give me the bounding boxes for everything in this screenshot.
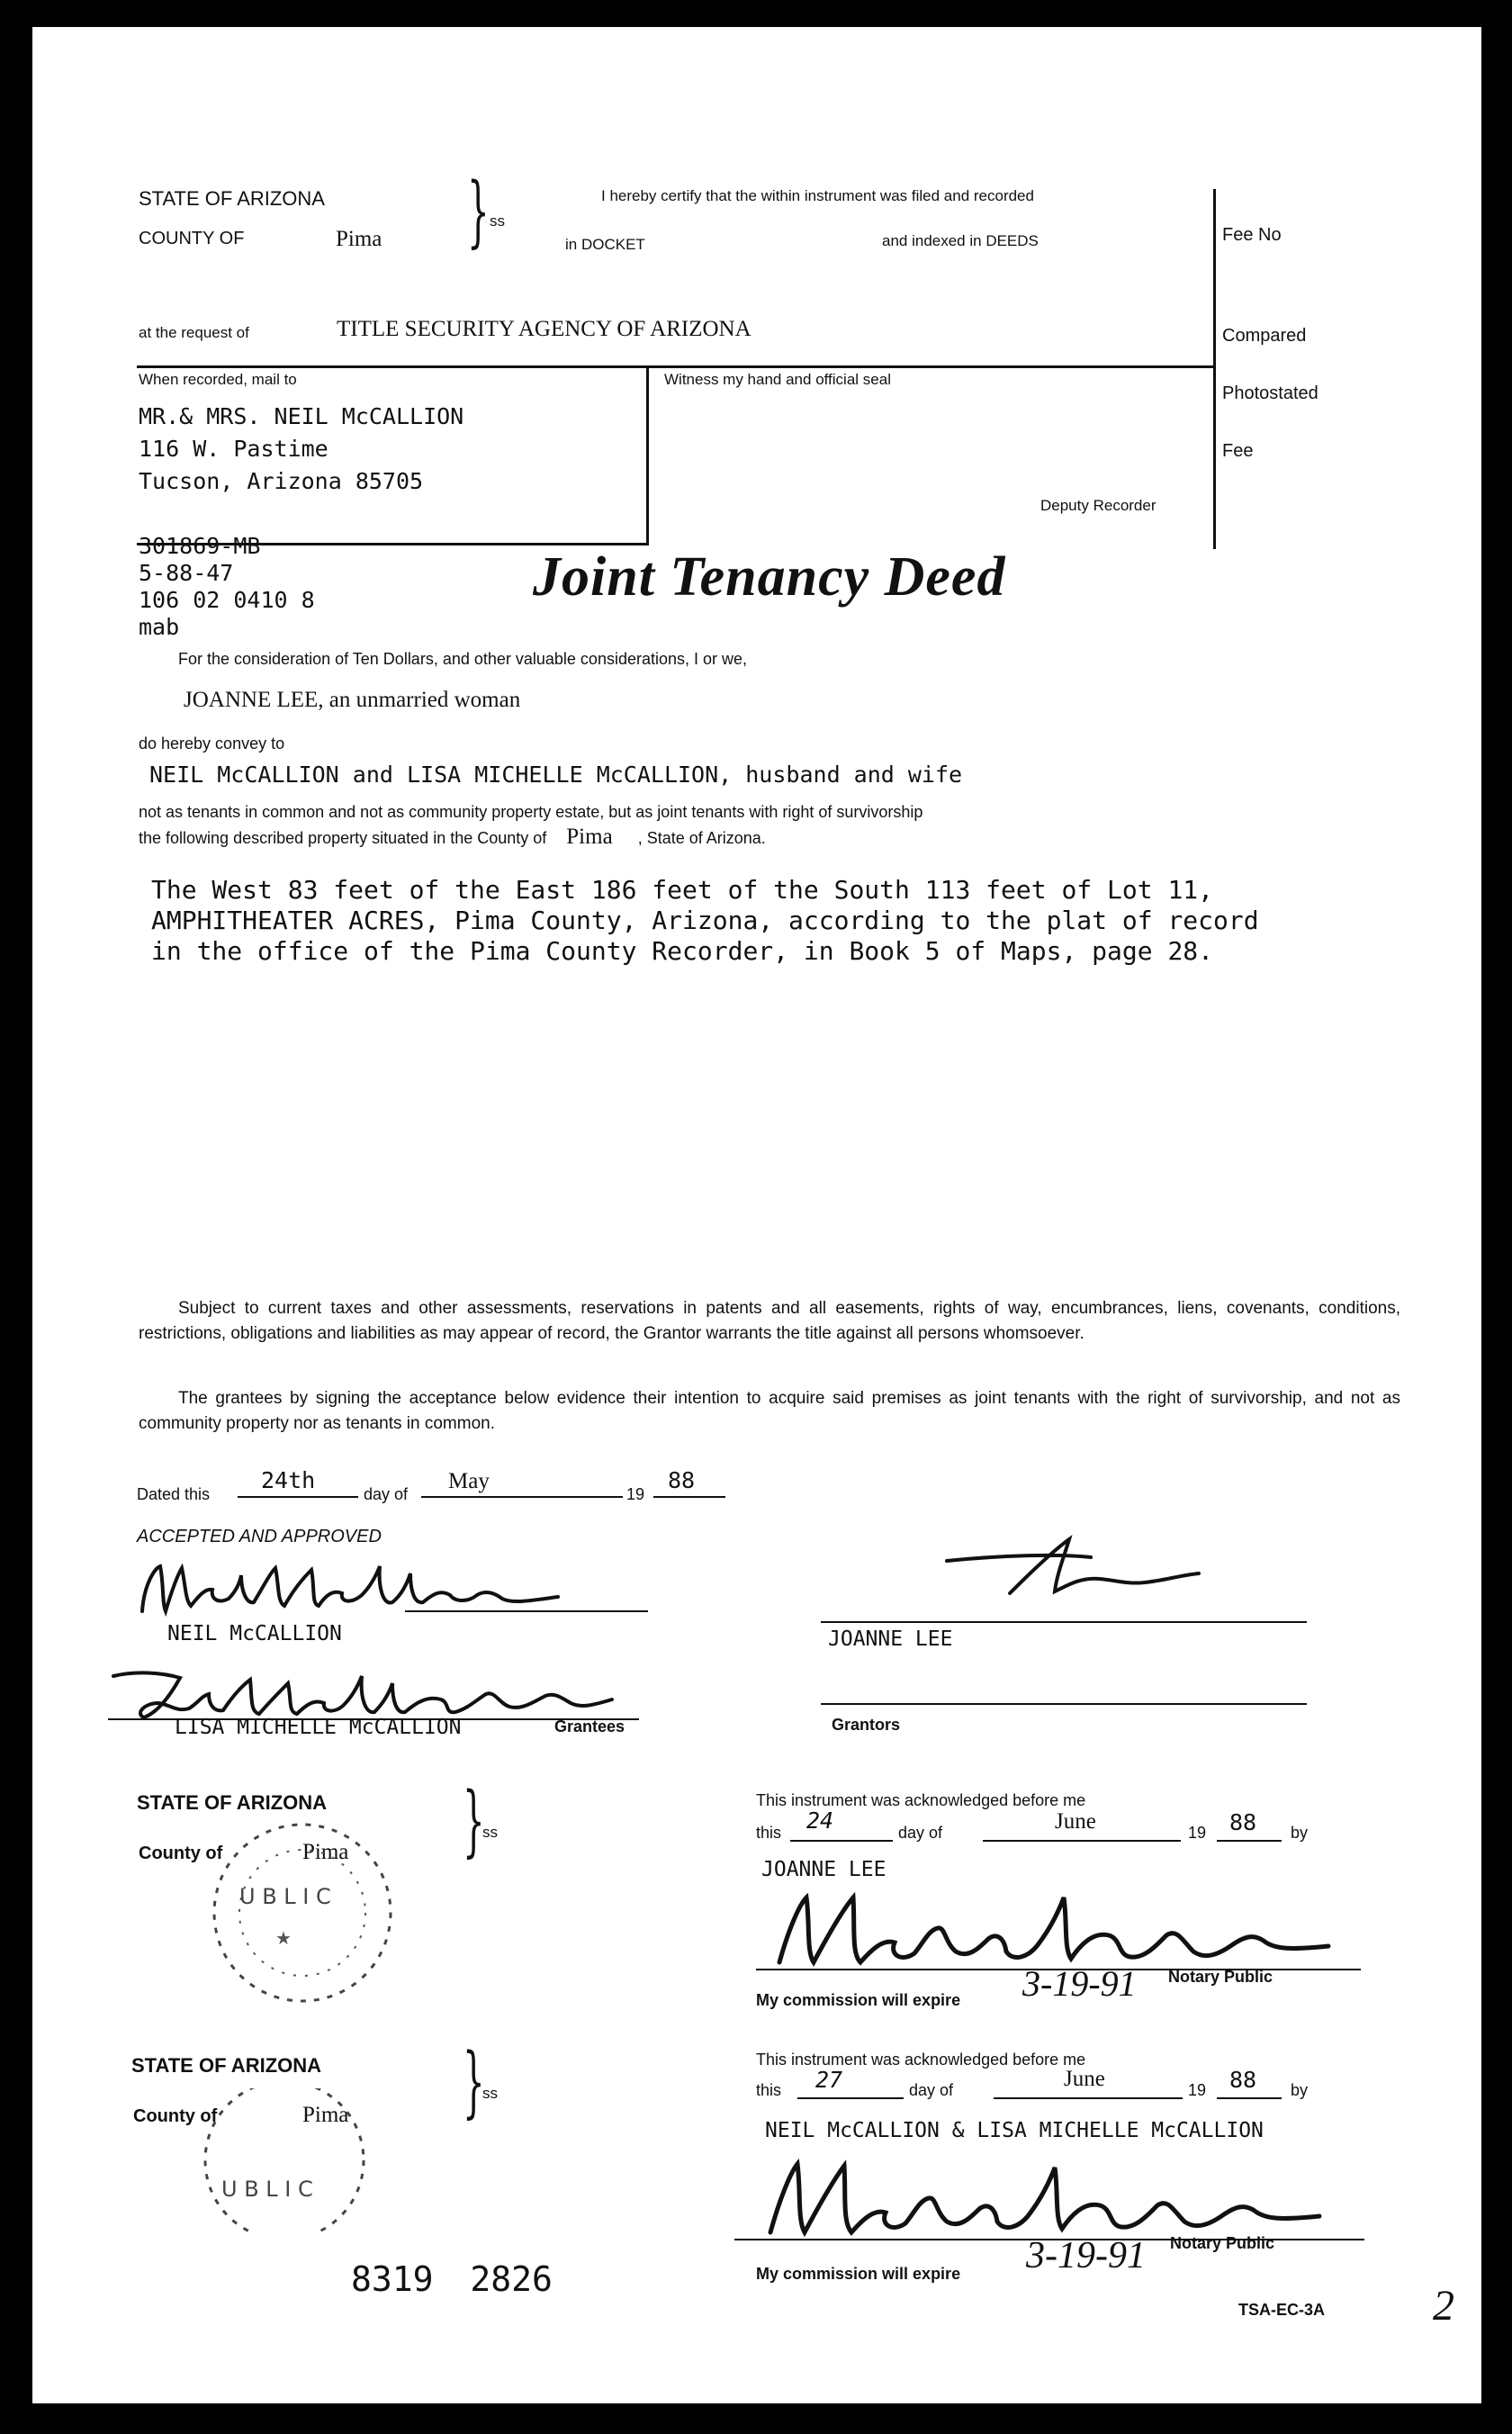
notary1-county-label: County of bbox=[139, 1844, 223, 1863]
request-value: TITLE SECURITY AGENCY OF ARIZONA bbox=[337, 317, 752, 341]
notary2-day: 27 bbox=[815, 2067, 843, 2093]
notary2-commission: My commission will expire bbox=[756, 2265, 961, 2283]
grantee-1-signature bbox=[135, 1548, 657, 1629]
legal-line-2: AMPHITHEATER ACRES, Pima County, Arizona, according to the plat of record bbox=[151, 906, 1259, 935]
notary1-day: 24 bbox=[806, 1807, 834, 1834]
side-column-divider bbox=[1213, 189, 1216, 549]
notary1-state: STATE OF ARIZONA bbox=[137, 1791, 328, 1814]
notary2-county: Pima bbox=[302, 2103, 349, 2127]
dated-month-rule bbox=[421, 1496, 623, 1498]
notary1-commission: My commission will expire bbox=[756, 1991, 961, 2009]
ref-line-2: 5-88-47 bbox=[139, 560, 234, 586]
svg-text:★: ★ bbox=[275, 1927, 292, 1949]
dated-year-rule bbox=[653, 1496, 725, 1498]
notary1-seal-text: U B L I C bbox=[239, 1884, 331, 1909]
grantor-name: JOANNE LEE bbox=[828, 1627, 953, 1651]
notary1-brace: } bbox=[463, 1776, 485, 1866]
notary2-year-rule bbox=[1217, 2097, 1282, 2099]
notary2-brace: } bbox=[463, 2037, 485, 2127]
dated-year-prefix: 19 bbox=[626, 1485, 645, 1503]
notary1-ss: ss bbox=[482, 1824, 498, 1841]
notary1-month: June bbox=[1055, 1809, 1096, 1834]
certify-text: I hereby certify that the within instrument was filed and recorded bbox=[601, 187, 1034, 204]
subject-paragraph: Subject to current taxes and other assessments, reservations in patents and all easements, rights of way, encumbrances, liens, covenants, conditions, restrictions, obligations and liabilities as may appear of record, the Grantor warrants the title against all persons whomsoever. bbox=[139, 1299, 1400, 1343]
notary1-name: JOANNE LEE bbox=[761, 1858, 886, 1881]
notary2-seal bbox=[149, 2088, 419, 2232]
tenancy-text-1: not as tenants in common and not as community property estate, but as joint tenants with right of survivorship bbox=[139, 803, 923, 821]
side-fee: Fee bbox=[1222, 441, 1254, 461]
notary2-day-of: day of bbox=[909, 2081, 954, 2099]
grantee-2-name: LISA MICHELLE McCALLION bbox=[175, 1716, 462, 1739]
tenancy-text-2 bbox=[139, 825, 766, 850]
grantor-signature bbox=[821, 1521, 1307, 1629]
notary2-this: this bbox=[756, 2081, 782, 2099]
notary1-this: this bbox=[756, 1824, 782, 1842]
request-label: at the request of bbox=[139, 324, 249, 341]
docket-label: in DOCKET bbox=[565, 236, 645, 253]
notary2-public: Notary Public bbox=[1170, 2234, 1275, 2252]
dated-label: Dated this bbox=[137, 1485, 211, 1503]
side-compared: Compared bbox=[1222, 326, 1307, 346]
notary2-expire: 3-19-91 bbox=[1026, 2235, 1146, 2276]
notary2-by: by bbox=[1291, 2081, 1309, 2099]
notary1-ack: This instrument was acknowledged before me bbox=[756, 1791, 1086, 1809]
notary1-by: by bbox=[1291, 1824, 1309, 1842]
grantor-line: JOANNE LEE, an unmarried woman bbox=[184, 688, 521, 712]
header-county: Pima bbox=[336, 227, 382, 251]
header-brace: } bbox=[467, 167, 490, 257]
notary2-state: STATE OF ARIZONA bbox=[131, 2054, 322, 2077]
tenancy-text-2a: the following described property situated in the County of bbox=[139, 829, 547, 847]
notary2-ss: ss bbox=[482, 2085, 498, 2102]
header-ss: ss bbox=[490, 212, 505, 230]
notary2-month: June bbox=[1064, 2067, 1105, 2091]
deputy-recorder-label: Deputy Recorder bbox=[1040, 497, 1156, 514]
header-county-label: COUNTY OF bbox=[139, 229, 245, 248]
grantor-2-rule bbox=[821, 1703, 1307, 1705]
notary2-county-label: County of bbox=[133, 2106, 218, 2126]
notary2-ack: This instrument was acknowledged before me bbox=[756, 2051, 1086, 2069]
mail-line-2: 116 W. Pastime bbox=[139, 436, 328, 462]
dated-year: 88 bbox=[668, 1467, 696, 1493]
dated-day-of: day of bbox=[364, 1485, 409, 1503]
mail-box-right-rule bbox=[646, 365, 649, 545]
form-number: TSA-EC-3A bbox=[1238, 2301, 1326, 2319]
notary2-year: 88 bbox=[1229, 2067, 1257, 2093]
tenancy-text-2b: , State of Arizona. bbox=[637, 829, 766, 847]
dated-day-rule bbox=[238, 1496, 358, 1498]
legal-line-1: The West 83 feet of the East 186 feet of the South 113 feet of Lot 11, bbox=[151, 875, 1214, 905]
dated-day: 24th bbox=[261, 1467, 316, 1493]
grantors-label: Grantors bbox=[832, 1716, 901, 1734]
indexed-label: and indexed in DEEDS bbox=[882, 232, 1039, 249]
notary1-seal bbox=[167, 1818, 437, 2007]
deed-page bbox=[32, 27, 1481, 2403]
consideration-text: For the consideration of Ten Dollars, and other valuable considerations, I or we, bbox=[178, 650, 748, 668]
legal-line-3: in the office of the Pima County Recorder, in Book 5 of Maps, page 28. bbox=[151, 936, 1214, 966]
notary1-day-of: day of bbox=[898, 1824, 943, 1842]
side-photostated: Photostated bbox=[1222, 383, 1318, 403]
grantees-sign-paragraph: The grantees by signing the acceptance below evidence their intention to acquire said premises as joint tenants with the right of survivorship, and not as community property nor as tenants in common. bbox=[139, 1389, 1400, 1433]
notary1-day-rule bbox=[790, 1840, 893, 1842]
notary2-day-rule bbox=[797, 2097, 904, 2099]
mail-box-top-rule bbox=[137, 365, 1213, 368]
notary2-seal-text: U B L I C bbox=[221, 2177, 313, 2202]
notary1-year: 88 bbox=[1229, 1809, 1257, 1835]
notary1-public: Notary Public bbox=[1168, 1968, 1274, 1986]
mail-line-1: MR.& MRS. NEIL McCALLION bbox=[139, 403, 464, 429]
convey-text: do hereby convey to bbox=[139, 735, 285, 753]
notary2-year-prefix: 19 bbox=[1188, 2081, 1207, 2099]
notary2-month-rule bbox=[994, 2097, 1183, 2099]
mail-label: When recorded, mail to bbox=[139, 371, 297, 388]
tenancy-county: Pima bbox=[566, 825, 613, 849]
notary1-year-rule bbox=[1217, 1840, 1282, 1842]
deed-title: Joint Tenancy Deed bbox=[533, 546, 1006, 608]
notary2-name: NEIL McCALLION & LISA MICHELLE McCALLION bbox=[765, 2119, 1264, 2142]
notary1-month-rule bbox=[983, 1840, 1181, 1842]
notary1-expire: 3-19-91 bbox=[1022, 1963, 1137, 2004]
ref-line-4: mab bbox=[139, 614, 180, 640]
accepted-approved: ACCEPTED AND APPROVED bbox=[137, 1527, 382, 1546]
grantee-1-name: NEIL McCALLION bbox=[167, 1622, 342, 1645]
header-state: STATE OF ARIZONA bbox=[139, 187, 325, 210]
ref-line-1: 301869-MB bbox=[139, 533, 261, 559]
notary1-county: Pima bbox=[302, 1840, 349, 1864]
grantees-line: NEIL McCALLION and LISA MICHELLE McCALLION, husband and wife bbox=[149, 762, 963, 788]
grantees-label: Grantees bbox=[554, 1717, 626, 1735]
notary1-year-prefix: 19 bbox=[1188, 1824, 1207, 1842]
mail-line-3: Tucson, Arizona 85705 bbox=[139, 468, 424, 494]
dated-month: May bbox=[448, 1469, 490, 1493]
witness-label: Witness my hand and official seal bbox=[664, 371, 891, 388]
page-mark: 2 bbox=[1433, 2282, 1454, 2330]
docket-number: 8319 2826 bbox=[351, 2259, 553, 2299]
side-fee-no: Fee No bbox=[1222, 225, 1282, 245]
ref-line-3: 106 02 0410 8 bbox=[139, 587, 315, 613]
